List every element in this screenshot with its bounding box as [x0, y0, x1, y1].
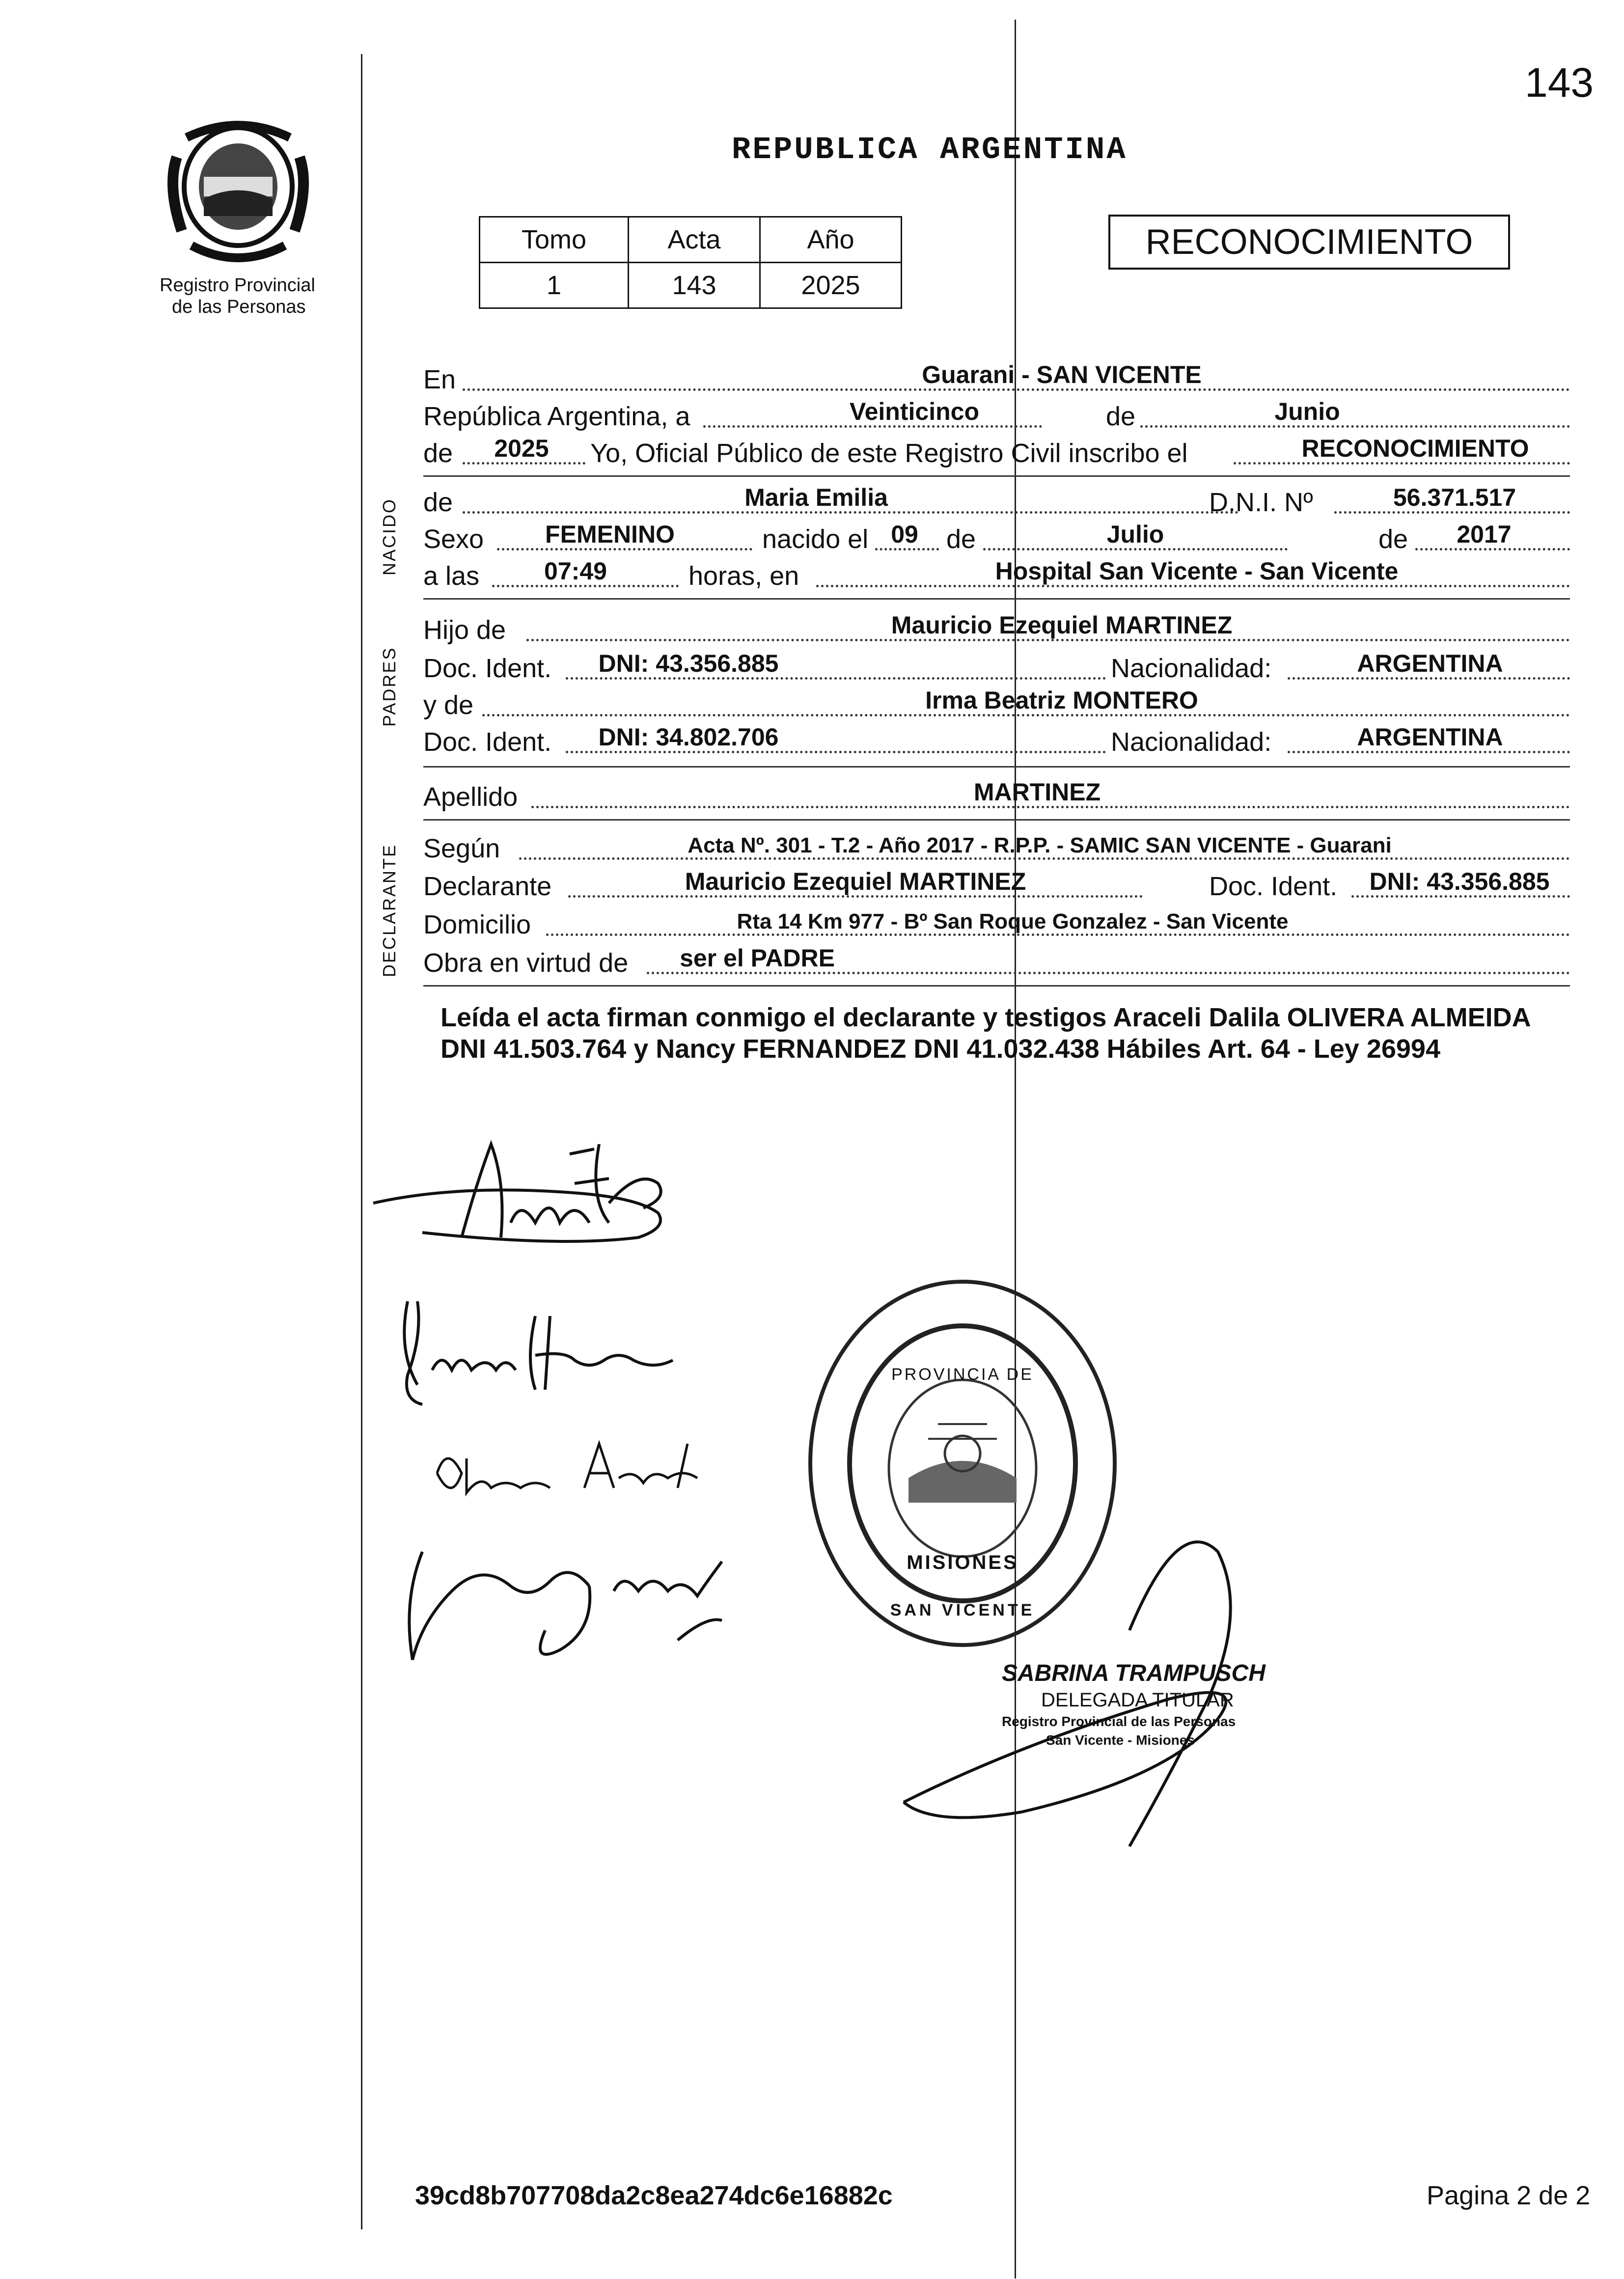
label-doc-ident: Doc. Ident.	[1209, 872, 1338, 901]
row-sexo	[423, 518, 1570, 557]
row-declarante	[423, 865, 1570, 905]
label-nacionalidad: Nacionalidad:	[1111, 654, 1272, 683]
row-apellido	[423, 776, 1570, 815]
label-horas: horas, en	[688, 561, 799, 591]
row-padre-doc	[423, 647, 1570, 686]
label-obra: Obra en virtud de	[423, 948, 629, 978]
value-dni: 56.371.517	[1393, 484, 1516, 511]
province-emblem	[157, 113, 319, 270]
label-sexo: Sexo	[423, 524, 484, 554]
signature-testigo-2	[383, 1532, 737, 1670]
row-en	[423, 358, 1570, 398]
table-value-tomo: 1	[480, 263, 629, 308]
label-alas: a las	[423, 561, 480, 591]
section-separator	[423, 985, 1570, 987]
doc-type-box: RECONOCIMIENTO	[1108, 215, 1510, 270]
signature-testigo-1	[422, 1424, 707, 1522]
stamp-inner-bottom: MISIONES	[907, 1552, 1018, 1573]
label-hijo: Hijo de	[423, 615, 506, 645]
label-doc-ident: Doc. Ident.	[423, 654, 552, 683]
section-label-declarante: DECLARANTE	[379, 843, 399, 977]
value-sexo: FEMENINO	[545, 521, 675, 548]
label-apellido: Apellido	[423, 782, 518, 812]
value-dia: Veinticinco	[850, 398, 979, 425]
row-fecha	[423, 395, 1570, 435]
label-doc-ident: Doc. Ident.	[423, 727, 552, 757]
value-padre-dni: DNI: 43.356.885	[598, 650, 779, 677]
label-nacionalidad: Nacionalidad:	[1111, 727, 1272, 757]
value-declarante: Mauricio Ezequiel MARTINEZ	[685, 868, 1026, 895]
table-header-acta: Acta	[629, 217, 760, 263]
section-separator	[423, 598, 1570, 600]
row-hora	[423, 555, 1570, 594]
label-dni: D.N.I. Nº	[1209, 488, 1313, 517]
pagination: Pagina 2 de 2	[1427, 2181, 1591, 2210]
section-separator	[423, 766, 1570, 768]
row-domicilio	[423, 904, 1570, 943]
value-segun: Acta Nº. 301 - T.2 - Año 2017 - R.P.P. - SAMIC SAN VICENTE - Guarani	[688, 833, 1392, 857]
row-nombre	[423, 481, 1570, 521]
label-declarante: Declarante	[423, 872, 552, 901]
value-domicilio: Rta 14 Km 977 - Bº San Roque Gonzalez - San Vicente	[737, 909, 1289, 934]
label-domicilio: Domicilio	[423, 910, 531, 939]
value-anio-nacimiento: 2017	[1457, 521, 1512, 548]
signature-declarante	[363, 1125, 697, 1272]
label-republica: República Argentina, a	[423, 402, 690, 431]
country-title: REPUBLICA ARGENTINA	[732, 133, 1128, 168]
value-madre-nacionalidad: ARGENTINA	[1357, 723, 1503, 751]
closing-paragraph: Leída el acta firman conmigo el declarante y testigos Araceli Dalila OLIVERA ALMEIDA DNI 41.503.764 y Nancy FERNANDEZ DNI 41.032.438 Hábiles Art. 64 - Ley 26994	[440, 1003, 1530, 1064]
value-madre: Irma Beatriz MONTERO	[925, 686, 1198, 714]
stamp-location: SAN VICENTE	[890, 1601, 1035, 1620]
section-label-nacido: NACIDO	[379, 497, 399, 576]
label-oficial: Yo, Oficial Público de este Registro Civil inscribo el	[590, 439, 1188, 468]
official-title: DELEGADA TITULAR	[1041, 1689, 1234, 1711]
value-apellido: MARTINEZ	[973, 778, 1101, 806]
row-madre-doc	[423, 721, 1570, 760]
label-nacido: nacido el	[762, 524, 869, 554]
label-de: de	[946, 524, 976, 554]
value-inscripcion-tipo: RECONOCIMIENTO	[1301, 435, 1529, 462]
emblem-caption-line2: de las Personas	[172, 297, 306, 317]
value-dia-nacimiento: 09	[891, 521, 918, 548]
row-padre	[423, 609, 1570, 648]
value-padre-nacionalidad: ARGENTINA	[1357, 650, 1503, 677]
value-hora: 07:49	[544, 557, 607, 585]
section-separator	[423, 819, 1570, 821]
table-header-anio: Año	[760, 217, 902, 263]
acta-table	[479, 216, 902, 309]
dotted-line	[1351, 895, 1570, 898]
value-nombre: Maria Emilia	[744, 484, 888, 511]
label-de: de	[1378, 524, 1408, 554]
row-segun	[423, 827, 1570, 867]
table-header-tomo: Tomo	[480, 217, 629, 263]
section-label-padres: PADRES	[379, 646, 399, 727]
signature-official	[874, 1424, 1316, 1866]
official-org-line2: San Vicente - Misiones	[1046, 1732, 1195, 1748]
left-margin-line	[361, 54, 362, 2229]
emblem-caption-line1: Registro Provincial	[160, 275, 315, 296]
row-madre	[423, 684, 1570, 723]
label-de: de	[1106, 402, 1136, 431]
row-oficial	[423, 432, 1570, 471]
signature-madre	[388, 1287, 692, 1414]
label-segun: Según	[423, 834, 500, 863]
official-org-line1: Registro Provincial de las Personas	[1002, 1714, 1236, 1729]
official-name: SABRINA TRAMPUSCH	[1002, 1660, 1266, 1686]
value-anio: 2025	[494, 435, 549, 462]
document-hash: 39cd8b707708da2c8ea274dc6e16882c	[415, 2181, 893, 2210]
section-separator	[423, 475, 1570, 477]
row-obra	[423, 942, 1570, 981]
label-en: En	[423, 365, 456, 394]
value-lugar-nacimiento: Hospital San Vicente - San Vicente	[995, 557, 1399, 585]
table-value-acta: 143	[629, 263, 760, 308]
value-obra: ser el PADRE	[680, 944, 835, 972]
value-mes: Junio	[1274, 398, 1340, 425]
value-padre: Mauricio Ezequiel MARTINEZ	[891, 611, 1233, 639]
label-de: de	[423, 439, 453, 468]
label-de: de	[423, 488, 453, 517]
value-lugar-inscripcion: Guarani - SAN VICENTE	[922, 361, 1202, 388]
value-madre-dni: DNI: 34.802.706	[598, 723, 779, 751]
label-yde: y de	[423, 690, 474, 720]
value-mes-nacimiento: Julio	[1106, 521, 1164, 548]
table-value-anio: 2025	[760, 263, 902, 308]
page-number: 143	[1525, 59, 1594, 106]
value-declarante-dni: DNI: 43.356.885	[1369, 868, 1550, 895]
stamp-inner-top: PROVINCIA DE	[891, 1365, 1034, 1384]
